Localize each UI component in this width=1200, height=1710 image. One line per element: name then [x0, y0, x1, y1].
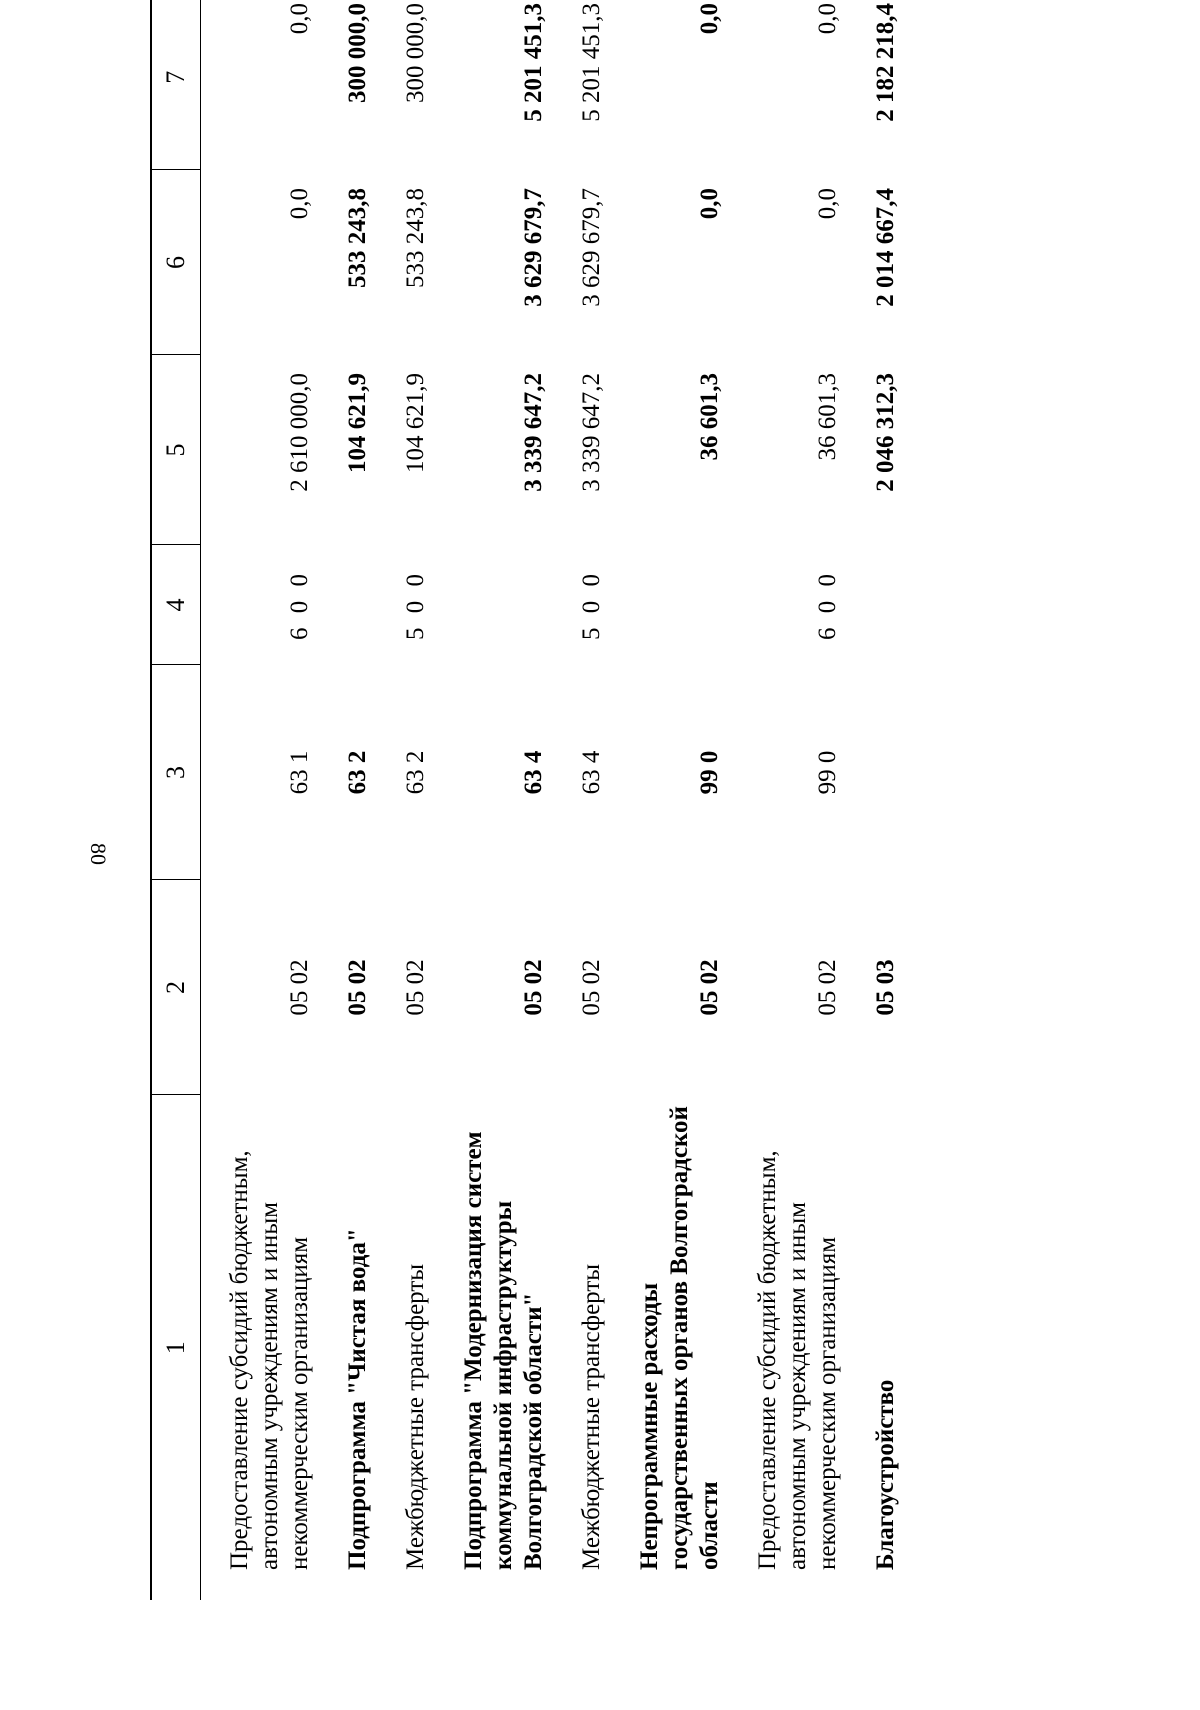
row-name: Непрограммные расходы государственных органов Волгоградской области [636, 1106, 723, 1570]
row-name: Предоставление субсидий бюджетным, автономным учреждениям и иным некоммерческим организациям [754, 1150, 841, 1570]
row-col-7: 0,0 [814, 3, 841, 35]
row-col-4 [621, 545, 739, 665]
row-col-4 [857, 545, 915, 665]
row-col-3 [857, 665, 915, 880]
row-col-3: 63 1 [286, 750, 313, 795]
header-col-7: 7 [151, 0, 201, 170]
table-row [329, 0, 387, 1600]
row-col-7: 0,0 [696, 3, 723, 35]
row-col-2: 05 02 [696, 959, 723, 1016]
row-col-5: 36 601,3 [814, 373, 841, 461]
header-col-3: 3 [151, 665, 201, 880]
row-col-7: 300 000,0 [344, 3, 371, 103]
row-col-5: 3 339 647,2 [520, 373, 547, 492]
table-row [563, 0, 621, 1600]
row-name: Предоставление субсидий бюджетным, автономным учреждениям и иным некоммерческим организациям [226, 1150, 313, 1570]
rotated-page [150, 0, 1200, 1710]
table-row [445, 0, 563, 1600]
row-col-6: 2 014 667,4 [872, 188, 899, 307]
row-col-7: 0,0 [286, 3, 313, 35]
row-col-2: 05 02 [814, 959, 841, 1016]
row-col-3: 63 4 [578, 750, 605, 795]
header-row [151, 0, 201, 1600]
row-col-4: 6 0 0 [814, 570, 841, 640]
row-col-6: 3 629 679,7 [578, 188, 605, 307]
row-col-3: 63 2 [402, 750, 429, 795]
row-col-7: 300 000,0 [402, 3, 429, 103]
header-col-1: 1 [151, 1095, 201, 1600]
row-col-3: 63 2 [344, 750, 371, 795]
row-col-6: 533 243,8 [344, 188, 371, 288]
row-col-2: 05 02 [286, 959, 313, 1016]
table-row [621, 0, 739, 1600]
row-col-3: 99 0 [696, 750, 723, 795]
table-row [739, 0, 857, 1600]
table-row [387, 0, 445, 1600]
row-col-5: 2 610 000,0 [286, 373, 313, 492]
row-col-2: 05 02 [578, 959, 605, 1016]
table-row [857, 0, 915, 1600]
row-col-5: 3 339 647,2 [578, 373, 605, 492]
header-col-2: 2 [151, 880, 201, 1095]
row-col-3: 63 4 [520, 750, 547, 795]
row-col-2: 05 02 [520, 959, 547, 1016]
row-col-2: 05 03 [872, 959, 899, 1016]
row-col-4 [445, 545, 563, 665]
row-col-6: 0,0 [814, 188, 841, 220]
row-col-4: 6 0 0 [286, 570, 313, 640]
row-col-6: 0,0 [286, 188, 313, 220]
row-col-2: 05 02 [344, 959, 371, 1016]
row-col-5: 104 621,9 [402, 373, 429, 473]
row-col-6: 533 243,8 [402, 188, 429, 288]
header-col-5: 5 [151, 355, 201, 545]
row-col-6: 0,0 [696, 188, 723, 220]
page-number: 80 [86, 843, 111, 865]
row-col-2: 05 02 [402, 959, 429, 1016]
row-col-4 [329, 545, 387, 665]
row-name: Межбюджетные трансферты [402, 1263, 429, 1570]
header-col-6: 6 [151, 170, 201, 355]
row-col-7: 2 182 218,4 [872, 3, 899, 122]
row-col-7: 5 201 451,3 [578, 3, 605, 122]
row-col-6: 3 629 679,7 [520, 188, 547, 307]
row-col-4: 5 0 0 [402, 570, 429, 640]
row-name: Подпрограмма "Чистая вода" [344, 1228, 371, 1570]
row-col-5: 104 621,9 [344, 373, 371, 473]
row-col-7: 5 201 451,3 [520, 3, 547, 122]
row-name: Подпрограмма "Модернизация систем коммунальной инфраструктуры Волгоградской области" [460, 1131, 547, 1570]
row-name: Межбюджетные трансферты [578, 1263, 605, 1570]
header-col-4: 4 [151, 545, 201, 665]
table-row [211, 0, 329, 1600]
row-col-4: 5 0 0 [578, 570, 605, 640]
row-col-3: 99 0 [814, 750, 841, 795]
row-col-5: 36 601,3 [696, 373, 723, 461]
row-name: Благоустройство [872, 1379, 899, 1570]
budget-table [150, 0, 915, 1600]
row-col-5: 2 046 312,3 [872, 373, 899, 492]
